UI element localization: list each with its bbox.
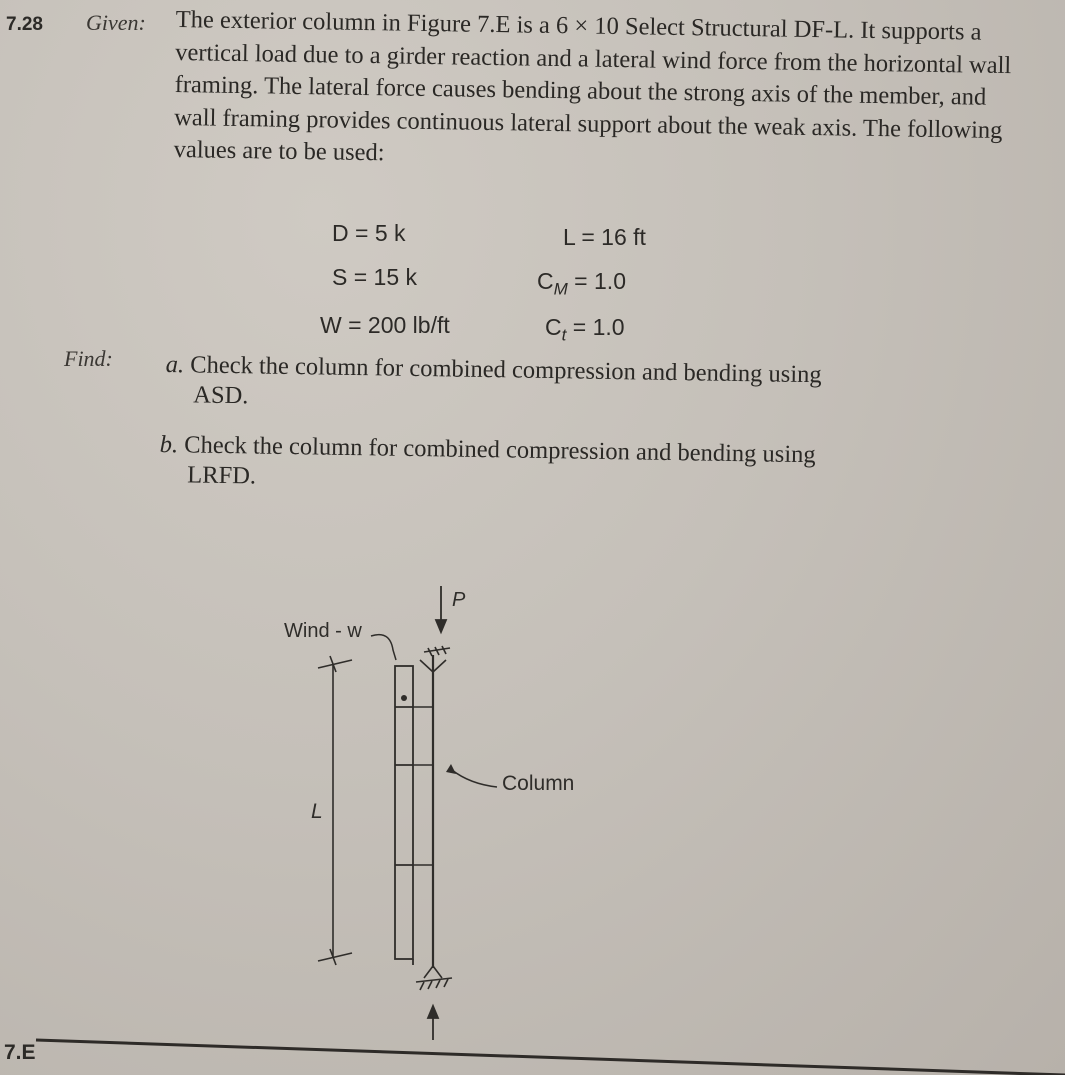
figure-rule: [36, 1040, 1065, 1075]
load-arrow: [436, 586, 446, 632]
framing-ties: [413, 707, 433, 865]
find-item-text: Check the column for combined compression and bending using: [190, 351, 822, 389]
value-dead-load: D = 5 k: [332, 220, 406, 246]
framing-dot: [401, 695, 407, 701]
wall-framing: [395, 666, 413, 965]
find-label: Find:: [64, 346, 113, 371]
column-label: Column: [502, 772, 575, 795]
bottom-pin-support: [416, 966, 452, 990]
find-item-letter: a.: [165, 350, 185, 379]
wind-label: Wind - w: [284, 620, 362, 642]
length-label: L: [311, 800, 323, 823]
find-item-cont: ASD.: [193, 381, 249, 410]
value-length: L = 16 ft: [563, 224, 646, 250]
find-item-text: Check the column for combined compression and bending using: [184, 431, 816, 469]
column-leader: [452, 770, 497, 787]
value-snow-load: S = 15 k: [332, 264, 418, 290]
ct-value: = 1.0: [566, 314, 625, 340]
cm-value: = 1.0: [567, 268, 626, 294]
find-item-cont: LRFD.: [187, 461, 257, 490]
top-pin-support: [420, 646, 450, 672]
ct-symbol: C: [545, 314, 562, 340]
problem-number: 7.28: [6, 14, 43, 35]
value-wind-load: W = 200 lb/ft: [320, 312, 450, 338]
figure-label: 7.E: [4, 1041, 36, 1064]
cm-subscript: M: [553, 279, 568, 299]
given-label: Given:: [86, 10, 146, 35]
ct-subscript: t: [561, 325, 567, 345]
load-label: P: [452, 589, 466, 611]
cm-symbol: C: [537, 268, 554, 294]
find-item-letter: b.: [159, 430, 179, 459]
reaction-arrow: [428, 1006, 438, 1040]
given-text: The exterior column in Figure 7.E is a 6 × 10 Select Structural DF-L. It supports a vertical load due to a girder reaction and a lateral wind force from the horizontal wall framing. The lateral force causes bending about the strong axis of the member, and wall framing provides continuous lateral support about the weak axis. The following values are to be used:: [173, 5, 1012, 167]
length-dimension: [318, 656, 352, 965]
column-leader-head: [446, 764, 456, 774]
wind-leader: [371, 635, 396, 660]
